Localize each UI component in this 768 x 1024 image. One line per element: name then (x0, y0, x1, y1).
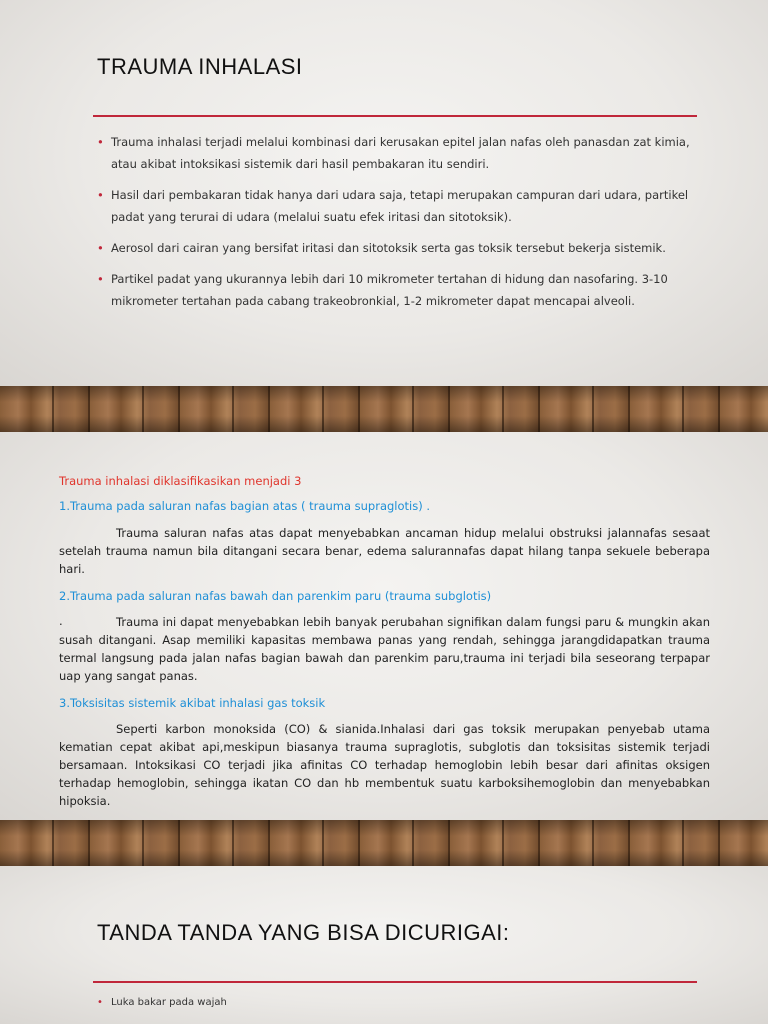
classification-item-2: 2.Trauma pada saluran nafas bawah dan parenkim paru (trauma subglotis) (59, 589, 492, 603)
bullet-item: • Hasil dari pembakaran tidak hanya dari udara saja, tetapi merupakan campuran dari udara, partikel padat yang terurai di udara (melalui suatu efek iritasi dan sitotoksik). (97, 184, 697, 228)
bullet-item: • Partikel padat yang ukurannya lebih dari 10 mikrometer tertahan di hidung dan nasofaring. 3-10 mikrometer tertahan pada cabang trakeobronkial, 1-2 mikrometer dapat mencapai alveoli. (97, 268, 697, 312)
bullet-item: • Trauma inhalasi terjadi melalui kombinasi dari kerusakan epitel jalan nafas oleh panasdan zat kimia, atau akibat intoksikasi sistemik dari hasil pembakaran itu sendiri. (97, 131, 697, 175)
classification-item-2-body: Trauma ini dapat menyebabkan lebih banyak perubahan signifikan dalam fungsi paru & mungkin akan susah ditangani. Asap memiliki kapasitas membawa panas yang rendah, sehingga jarangdidapatkan trauma termal langsung pada jalan nafas bagian bawah dan parenkim paru,trauma ini terjadi bila seseorang terpapar uap yang sangat panas. (59, 615, 710, 683)
wood-floor-divider (0, 820, 768, 866)
wood-floor-divider (0, 386, 768, 432)
classification-item-2-dot: . (59, 614, 63, 628)
classification-item-1-body: Trauma saluran nafas atas dapat menyebabkan ancaman hidup melalui obstruksi jalannafas sesaat setelah trauma namun bila ditangani secara benar, edema salurannafas dapat hilang tanpa sekuele beberapa hari. (59, 526, 710, 576)
title-divider (93, 115, 697, 117)
classification-item-3-body: Seperti karbon monoksida (CO) & sianida.Inhalasi dari gas toksik merupakan penyebab utama kematian cepat akibat api,meskipun biasanya trauma supraglotis, subglotis dan toksisitas sistemik terjadi bersamaan. Intoksikasi CO terjadi jika afinitas CO terhadap hemoglobin lebih besar dari afinitas oksigen terhadap hemoglobin, sehingga ikatan CO dan hb membentuk suatu karboksihemoglobin dan menyebabkan hipoksia. (59, 722, 710, 808)
slide-3-title: TANDA TANDA YANG BISA DICURIGAI: (97, 920, 510, 945)
classification-heading: Trauma inhalasi diklasifikasikan menjadi 3 (59, 474, 302, 488)
slide-1-title: TRAUMA INHALASI (97, 54, 303, 79)
classification-item-3: 3.Toksisitas sistemik akibat inhalasi gas toksik (59, 696, 326, 710)
title-divider (93, 981, 697, 983)
slide-1-bullet-list (97, 131, 697, 321)
classification-item-1: 1.Trauma pada saluran nafas bagian atas ( trauma supraglotis) . (59, 499, 431, 513)
slide-3-bullet-list (97, 993, 697, 1013)
bullet-item: • Aerosol dari cairan yang bersifat iritasi dan sitotoksik serta gas toksik tersebut bekerja sistemik. (97, 237, 697, 259)
bullet-item: • Luka bakar pada wajah (97, 993, 697, 1013)
slide-1 (0, 0, 768, 386)
